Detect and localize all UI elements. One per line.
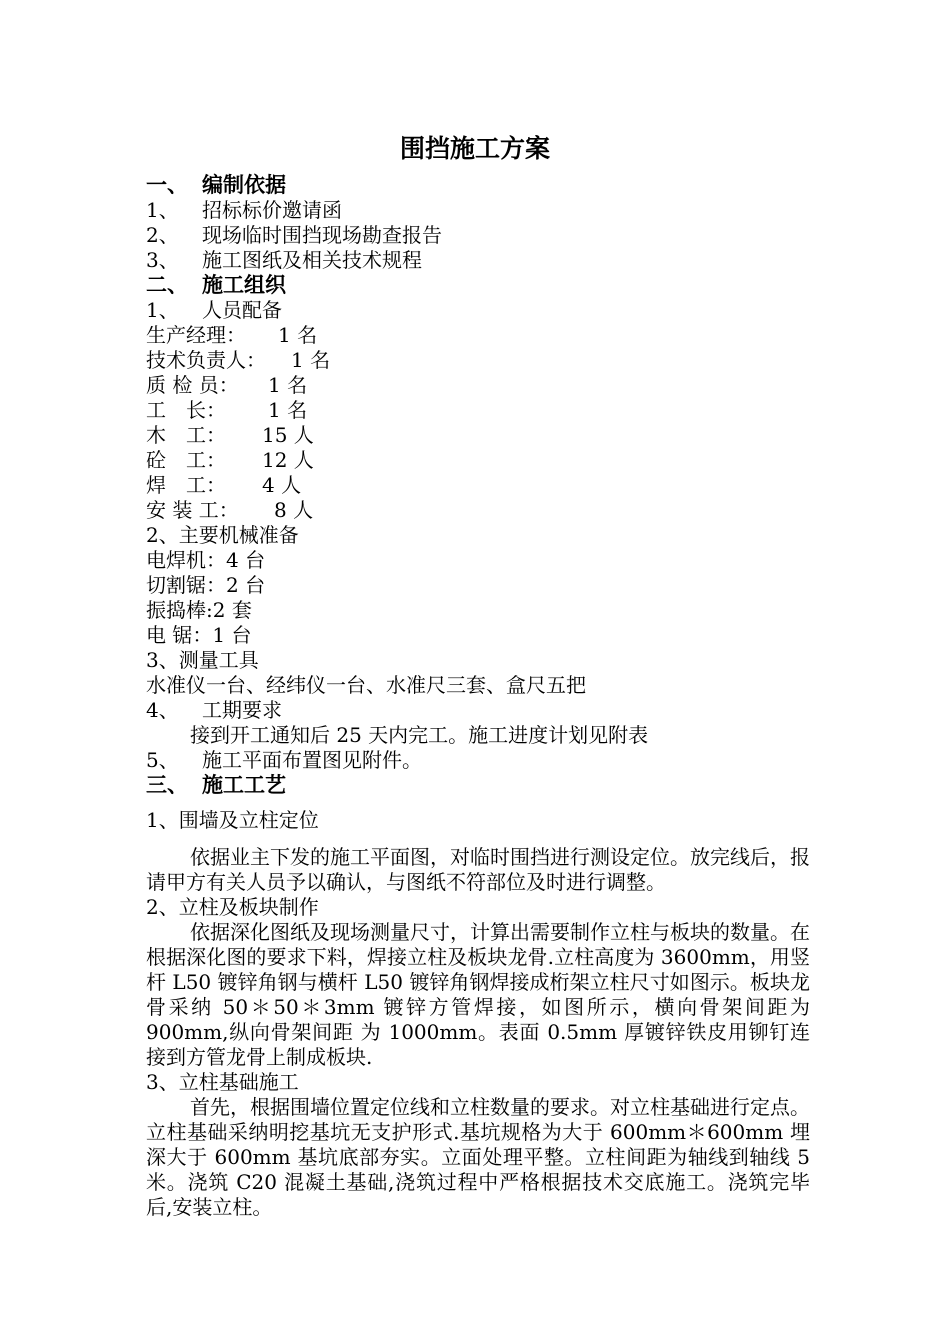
document-body [146, 173, 810, 1220]
section-1-heading [146, 173, 810, 198]
staff-row: 生产经理： 1 名 [146, 323, 318, 347]
subsection-2-heading: 2、立柱及板块制作 [146, 895, 319, 919]
section-2-number: 二、 [146, 273, 188, 297]
machine-heading: 2、主要机械准备 [146, 523, 299, 547]
subsection-3-heading: 3、立柱基础施工 [146, 1070, 299, 1094]
machine-item: 振捣棒:2 套 [146, 598, 252, 622]
section-2-title: 施工组织 [202, 273, 286, 297]
subsection-1-heading: 1、围墙及立柱定位 [146, 808, 319, 832]
machine-item: 电 锯：1 台 [146, 623, 252, 647]
section-3-number: 三、 [146, 773, 188, 797]
staff-row: 砼 工： 12 人 [146, 448, 314, 472]
staff-heading: 1、 人员配备 [146, 298, 282, 322]
tools-text: 水准仪一台、经纬仪一台、水准尺三套、盒尺五把 [146, 673, 586, 697]
tools-heading: 3、测量工具 [146, 648, 259, 672]
machine-item: 电焊机：4 台 [146, 548, 266, 572]
subsection-1-paragraph: 依据业主下发的施工平面图，对临时围挡进行测设定位。放完线后，报请甲方有关人员予以确认，与图纸不符部位及时进行调整。 [146, 845, 810, 894]
section-3-title: 施工工艺 [202, 773, 286, 797]
layout-item: 5、 施工平面布置图见附件。 [146, 748, 422, 772]
subsection-3-paragraph: 首先，根据围墙位置定位线和立柱数量的要求。对立柱基础进行定点。立柱基础采纳明挖基坑无支护形式.基坑规格为大于 600mm＊600mm 埋深大于 600mm 基坑底部夯实。立面处理平整。立柱间距为轴线到轴线 5 米。浇筑 C20 混凝土基础,浇筑过程中严格根据技术交底施工。浇筑完毕后,安装立柱。 [146, 1095, 810, 1219]
document-title: 围挡施工方案 [399, 134, 550, 163]
period-heading: 4、 工期要求 [146, 698, 282, 722]
machine-item: 切割锯：2 台 [146, 573, 266, 597]
basis-item: 2、 现场临时围挡现场勘查报告 [146, 223, 442, 247]
section-1-number: 一、 [146, 173, 188, 197]
subsection-2-paragraph: 依据深化图纸及现场测量尺寸，计算出需要制作立柱与板块的数量。在根据深化图的要求下料，焊接立柱及板块龙骨.立柱高度为 3600mm，用竖杆 L50 镀锌角钢与横杆 L50 镀锌角钢焊接成桁架立柱尺寸如图示。板块龙骨采纳 50＊50＊3mm 镀锌方管焊接，如图所示，横向骨架间距为 900mm,纵向骨架间距 为 1000mm。表面 0.5mm 厚镀锌铁皮用铆钉连接到方管龙骨上制成板块. [146, 920, 810, 1069]
basis-item: 3、 施工图纸及相关技术规程 [146, 248, 422, 272]
staff-row: 焊 工： 4 人 [146, 473, 302, 497]
basis-item: 1、 招标标价邀请函 [146, 198, 342, 222]
period-text: 接到开工通知后 25 天内完工。施工进度计划见附表 [190, 723, 649, 747]
section-2-heading [146, 273, 810, 298]
staff-row: 木 工： 15 人 [146, 423, 314, 447]
staff-row: 质 检 员： 1 名 [146, 373, 308, 397]
staff-row: 安 装 工： 8 人 [146, 498, 314, 522]
section-3-heading [146, 773, 810, 798]
section-1-title: 编制依据 [202, 173, 286, 197]
staff-row: 技术负责人： 1 名 [146, 348, 331, 372]
staff-row: 工 长： 1 名 [146, 398, 308, 422]
